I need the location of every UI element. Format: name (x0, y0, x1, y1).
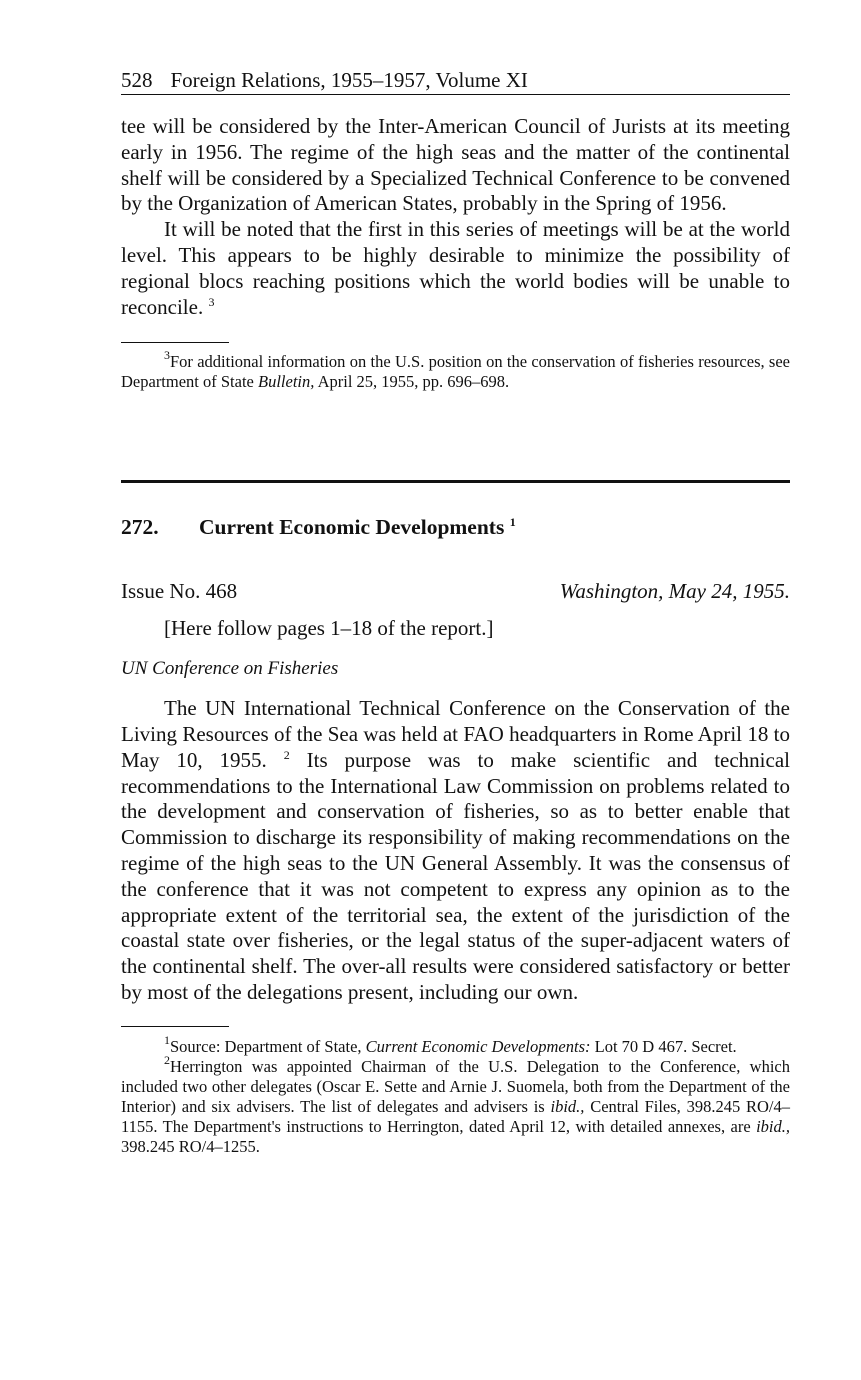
document-paragraph-text-a: The UN International Technical Conference on the Conservation of the Living Resources of the Sea was held at FAO headquarters in Rome April 18 to May 10, 1955. (121, 696, 790, 772)
dateline (121, 577, 790, 605)
continuation-text (121, 114, 790, 320)
continuation-paragraph-2-text: It will be noted that the first in this series of meetings will be at the world level. This appears to be highly desirable to minimize the possibility of regional blocs reaching positions which the world bodies will be unable to reconcile. (121, 217, 790, 319)
footnote-2-italic-a: ibid., (550, 1096, 585, 1116)
footnote-2-text-c: 398.245 RO/4–1255. (121, 1136, 260, 1156)
section-subheading: UN Conference on Fisheries (121, 658, 339, 680)
page-number: 528 (121, 68, 153, 92)
issue-number: Issue No. 468 (121, 579, 238, 604)
document-title (199, 513, 516, 541)
footnote-1-text-b: Lot 70 D 467. Secret. (590, 1036, 737, 1056)
continuation-paragraph-1 (121, 114, 790, 217)
continuation-paragraph-1-text: tee will be considered by the Inter-American Council of Jurists at its meeting early in 1956. The regime of the high seas and the matter of the continental shelf will be considered by a Specialized Technical Conference to be convened by the Organization of American States, probably in the Spring of 1956. (121, 114, 790, 216)
volume-title: Foreign Relations, 1955–1957, Volume XI (170, 68, 528, 92)
footnote-2-mark: 2 (164, 1052, 170, 1067)
document-paragraph-text-b: Its purpose was to make scientific and technical recommendations to the International Law Commission on problems related to the development and conservation of fisheries, so as to better enable that Commission to discharge its responsibility of making recommendations on the regime of the high seas to the UN General Assembly. It was the consensus of the conference that it was not competent to express any opinion as to the appropriate extent of the territorial sea, the extent of the jurisdiction of the coastal state over fisheries, or the legal status of the super-adjacent waters of the continental shelf. The over-all results were considered satisfactory or better by most of the delegations present, including our own. (121, 747, 790, 1004)
document-divider (121, 480, 790, 483)
footnote-3-italic: Bulletin, (258, 372, 315, 392)
page (121, 66, 790, 1157)
footnote-2-text-a: Herrington was appointed Chairman of the U.S. Delegation to the Conference, which included two other delegates (Oscar E. Sette and Arnie J. Suomela, both from the Department of the Interior) and six advisers. The list of delegates and advisers is (121, 1056, 790, 1116)
footnote-2-text-b: Central Files, 398.245 RO/4–1155. The Department's instructions to Herrington, dated April 12, with detailed annexes, are (121, 1096, 790, 1136)
document-heading (121, 513, 790, 541)
document-title-text: Current Economic Developments (199, 515, 505, 540)
document-body (121, 696, 790, 1006)
footnote-rule-2 (121, 1026, 229, 1027)
continuation-paragraph-2 (121, 217, 790, 320)
footnote-3-text-a: For additional information on the U.S. position on the conservation of fisheries resources, see Department of State (121, 352, 790, 392)
footnote-ref-1: 1 (509, 515, 516, 530)
document-paragraph (121, 696, 790, 1006)
footnote-1-text-a: Source: Department of State, (170, 1036, 366, 1056)
footnote-3-mark: 3 (164, 348, 170, 363)
footnote-1-mark: 1 (164, 1032, 170, 1047)
place-date: Washington, May 24, 1955. (559, 579, 790, 604)
footnote-3 (121, 348, 790, 392)
footnote-2-italic-b: ibid., (756, 1116, 790, 1136)
footnote-ref-3: 3 (208, 294, 215, 309)
footnote-1-italic: Current Economic Developments: (365, 1036, 591, 1056)
footnote-2 (121, 1052, 790, 1157)
editorial-note (121, 616, 790, 642)
footnote-1 (121, 1032, 790, 1057)
running-head (121, 66, 790, 95)
editorial-note-text: [Here follow pages 1–18 of the report.] (164, 616, 494, 641)
footnote-3-text-b: April 25, 1955, pp. 696–698. (314, 372, 510, 392)
document-number: 272. (121, 515, 159, 540)
footnote-ref-2: 2 (283, 747, 290, 762)
footnote-rule (121, 342, 229, 343)
